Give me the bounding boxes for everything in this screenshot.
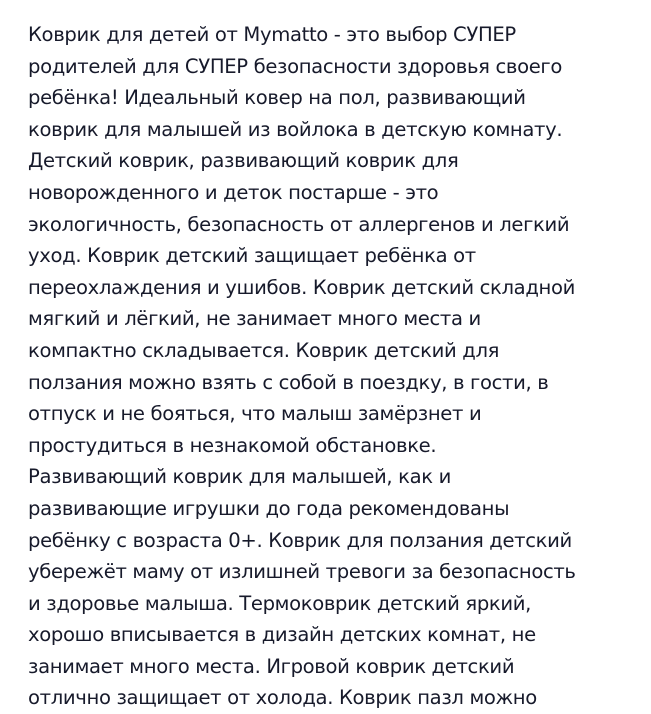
description-line: и здоровье малыша. Термоковрик детский яркий, [28,591,532,615]
description-line: переохлаждения и ушибов. Коврик детский складной [28,275,575,299]
description-line: Детский коврик, развивающий коврик для [28,149,459,173]
description-line: компактно складывается. Коврик детский для [28,338,500,362]
description-line: хорошо вписывается в дизайн детских комнат, не [28,623,536,647]
description-line: отлично защищает от холода. Коврик пазл можно [28,686,537,710]
product-description [28,19,638,714]
description-line: отпуск и не бояться, что малыш замёрзнет и [28,402,482,426]
description-line: новорожденного и деток постарше - это [28,180,439,204]
description-line: коврик для малышей из войлока в детскую комнату. [28,117,563,141]
description-line: Коврик для детей от Mymatto - это выбор СУПЕР [28,23,516,46]
description-line: занимает много места. Игровой коврик детский [28,654,515,678]
description-line: убережёт маму от излишней тревоги за безопасность [28,560,576,584]
description-line: родителей для СУПЕР безопасности здоровья своего [28,54,562,78]
description-line: мягкий и лёгкий, не занимает много места и [28,307,481,331]
description-line: ребёнку с возраста 0+. Коврик для ползания детский [28,528,572,552]
description-line: развивающие игрушки до года рекомендованы [28,496,510,520]
description-line: простудиться в незнакомой обстановке. [28,433,437,457]
description-line: ползания можно взять с собой в поездку, в гости, в [28,370,549,394]
description-line: Развивающий коврик для малышей, как и [28,465,452,489]
description-line: уход. Коврик детский защищает ребёнка от [28,244,476,268]
description-line: ребёнка! Идеальный ковер на пол, развивающий [28,86,526,110]
description-line: экологичность, безопасность от аллергенов и легкий [28,212,570,236]
